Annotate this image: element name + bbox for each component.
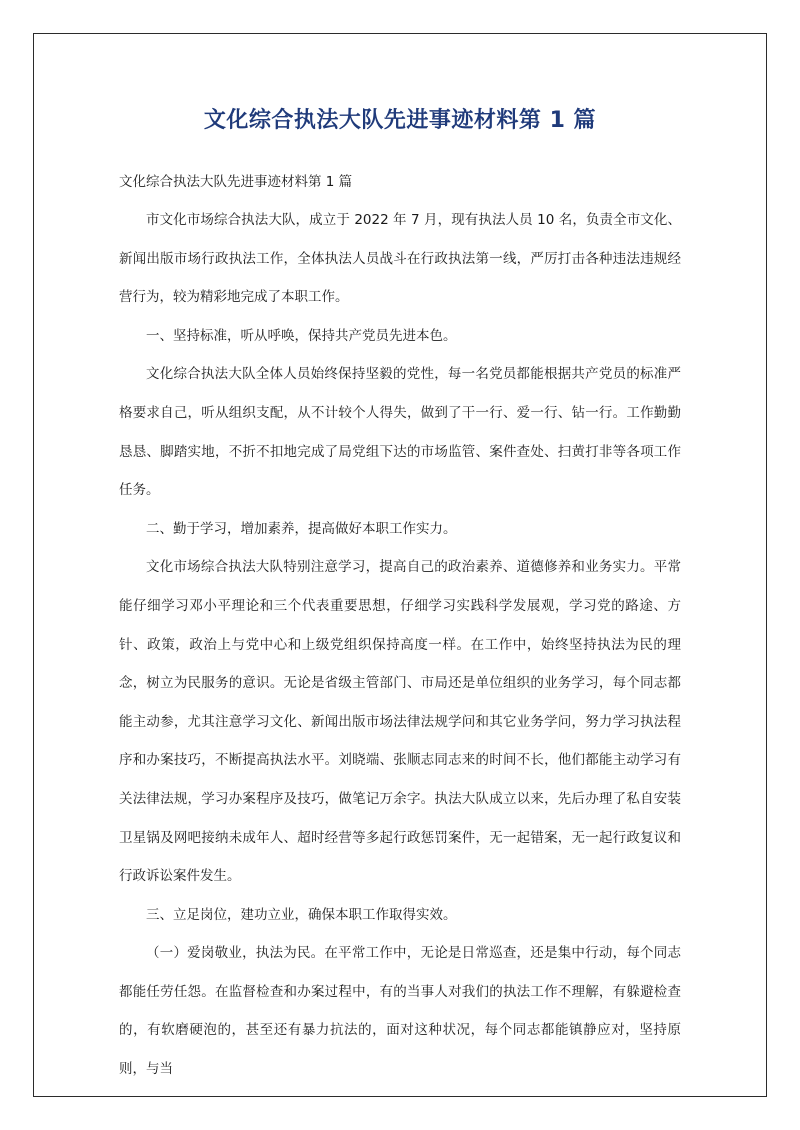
- paragraph-section-3-1: （一）爱岗敬业，执法为民。在平常工作中，无论是日常巡查，还是集中行动，每个同志都能任劳任怨。在监督检查和办案过程中，有的当事人对我们的执法工作不理解，有躲避检查的，有软磨硬泡的，甚至还有暴力抗法的，面对这种状况，每个同志都能镇静应对，坚持原则，与当: [119, 945, 681, 1078]
- paragraph-section-2: 文化市场综合执法大队特别注意学习，提高自己的政治素养、道德修养和业务实力。平常能仔细学习邓小平理论和三个代表重要思想，仔细学习实践科学发展观，学习党的路途、方针、政策，政治上与党中心和上级党组织保持高度一样。在工作中，始终坚持执法为民的理念，树立为民服务的意识。无论是省级主管部门、市局还是单位组织的业务学习，每个同志都能主动参，尤其注意学习文化、新闻出版市场法律法规学问和其它业务学问，努力学习执法程序和办案技巧，不断提高执法水平。刘晓端、张顺志同志来的时间不长，他们都能主动学习有关法律法规，学习办案程序及技巧，做笔记万余字。执法大队成立以来，先后办理了私自安装卫星锅及网吧接纳未成年人、超时经营等多起行政惩罚案件，无一起错案，无一起行政复议和行政诉讼案件发生。: [119, 559, 681, 885]
- paragraph-intro: 市文化市场综合执法大队，成立于 2022 年 7 月，现有执法人员 10 名，负责全市文化、新闻出版市场行政执法工作，全体执法人员战斗在行政执法第一线，严厉打击各种违法违规经营行为，较为精彩地完成了本职工作。: [119, 212, 681, 306]
- document-subtitle: 文化综合执法大队先进事迹材料第 1 篇: [119, 174, 353, 190]
- document-body: [119, 201, 681, 1089]
- section-heading-1: 一、坚持标准，听从呼唤，保持共产党员先进本色。: [146, 327, 457, 344]
- section-heading-3: 三、立足岗位，建功立业，确保本职工作取得实效。: [146, 906, 457, 923]
- section-heading-2: 二、勤于学习，增加素养，提高做好本职工作实力。: [146, 520, 457, 537]
- document-title: 文化综合执法大队先进事迹材料第 1 篇: [203, 108, 597, 133]
- paragraph-section-1: 文化综合执法大队全体人员始终保持坚毅的党性，每一名党员都能根据共产党员的标准严格要求自己，听从组织支配，从不计较个人得失，做到了干一行、爱一行、钻一行。工作勤勤恳恳、脚踏实地，不折不扣地完成了局党组下达的市场监管、案件查处、扫黄打非等各项工作任务。: [119, 366, 681, 499]
